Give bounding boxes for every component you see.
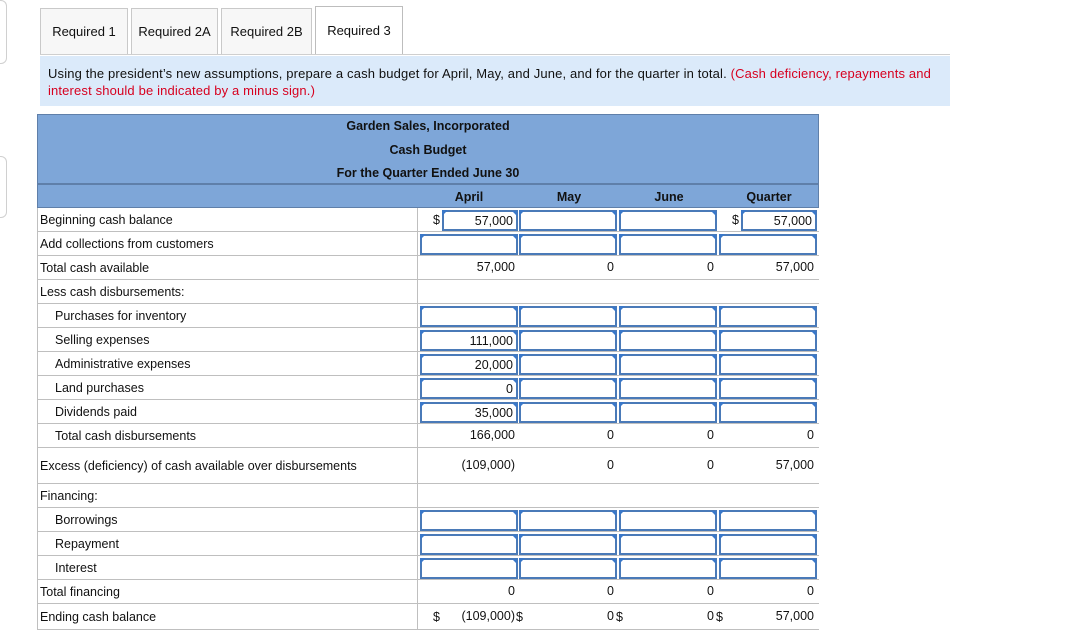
- input-marker-icon: [519, 510, 525, 516]
- input-marker-icon: [519, 378, 525, 384]
- input-cell-june[interactable]: [619, 354, 717, 375]
- row-label: Total financing: [40, 585, 120, 599]
- dollar-sign: $: [616, 610, 623, 624]
- input-marker-icon: [442, 210, 448, 216]
- budget-row-admin: [37, 352, 819, 376]
- row-label: Selling expenses: [55, 333, 150, 347]
- input-marker-icon: [619, 354, 625, 360]
- column-header-row: [37, 184, 819, 208]
- input-marker-icon: [420, 306, 426, 312]
- tab-required-1[interactable]: Required 1: [40, 8, 128, 54]
- input-cell-june[interactable]: [619, 534, 717, 555]
- company-name: Garden Sales, Incorporated: [346, 119, 510, 133]
- budget-row-total-available: [37, 256, 819, 280]
- budget-row-selling: [37, 328, 819, 352]
- budget-header: [37, 114, 819, 184]
- value-cell-may: 0: [607, 458, 614, 472]
- row-label: Beginning cash balance: [40, 213, 173, 227]
- input-marker-icon: [512, 379, 517, 384]
- input-marker-icon: [512, 331, 517, 336]
- input-marker-icon: [611, 511, 616, 516]
- input-cell-quarter[interactable]: [719, 330, 817, 351]
- input-marker-icon: [711, 331, 716, 336]
- input-cell-june[interactable]: [619, 558, 717, 579]
- input-cell-may[interactable]: [519, 306, 617, 327]
- budget-row-collections: [37, 232, 819, 256]
- instructions: [40, 56, 950, 106]
- value-cell-april: 0: [508, 584, 515, 598]
- input-marker-icon: [811, 379, 816, 384]
- input-marker-icon: [711, 235, 716, 240]
- input-cell-may[interactable]: [519, 210, 617, 231]
- input-cell-quarter[interactable]: 57,000: [741, 210, 817, 231]
- input-marker-icon: [619, 306, 625, 312]
- value-cell-may: 0: [607, 428, 614, 442]
- input-cell-june[interactable]: [619, 330, 717, 351]
- row-label: Excess (deficiency) of cash available over disbursements: [40, 459, 357, 473]
- input-marker-icon: [811, 559, 816, 564]
- budget-row-purchases: [37, 304, 819, 328]
- input-marker-icon: [519, 402, 525, 408]
- value-cell-april: (109,000): [461, 458, 515, 472]
- input-marker-icon: [619, 534, 625, 540]
- edge-mark: [0, 0, 7, 64]
- input-cell-may[interactable]: [519, 510, 617, 531]
- input-marker-icon: [811, 211, 816, 216]
- col-april: April: [454, 190, 484, 204]
- value-cell-june: 0: [707, 609, 714, 623]
- input-cell-april[interactable]: 0: [420, 378, 518, 399]
- budget-row-total-disb: [37, 424, 819, 448]
- budget-row-total-financing: [37, 580, 819, 604]
- row-label: Administrative expenses: [55, 357, 191, 371]
- input-marker-icon: [711, 379, 716, 384]
- input-marker-icon: [619, 330, 625, 336]
- value-cell-quarter: 57,000: [775, 609, 814, 623]
- budget-period: For the Quarter Ended June 30: [336, 166, 520, 180]
- tab-bar: [40, 6, 406, 54]
- input-marker-icon: [719, 330, 725, 336]
- input-cell-may[interactable]: [519, 354, 617, 375]
- budget-row-interest: [37, 556, 819, 580]
- input-marker-icon: [719, 306, 725, 312]
- input-marker-icon: [512, 535, 517, 540]
- input-marker-icon: [512, 559, 517, 564]
- input-marker-icon: [512, 355, 517, 360]
- input-marker-icon: [611, 379, 616, 384]
- input-cell-quarter[interactable]: [719, 306, 817, 327]
- col-quarter: Quarter: [746, 190, 792, 204]
- input-marker-icon: [719, 534, 725, 540]
- input-marker-icon: [719, 510, 725, 516]
- row-label: Total cash disbursements: [55, 429, 197, 443]
- input-marker-icon: [611, 331, 616, 336]
- input-cell-quarter[interactable]: [719, 354, 817, 375]
- input-marker-icon: [420, 534, 426, 540]
- value-cell-quarter: 0: [807, 584, 814, 598]
- input-cell-april[interactable]: [420, 558, 518, 579]
- col-may: May: [556, 190, 582, 204]
- input-marker-icon: [711, 307, 716, 312]
- value-cell-june: 0: [707, 260, 714, 274]
- value-cell-quarter: 57,000: [775, 260, 814, 274]
- input-marker-icon: [611, 307, 616, 312]
- value-cell-april: 57,000: [476, 260, 515, 274]
- input-marker-icon: [519, 210, 525, 216]
- input-cell-may[interactable]: [519, 534, 617, 555]
- dollar-sign: $: [716, 610, 723, 624]
- row-label: Dividends paid: [55, 405, 137, 419]
- tab-required-2b[interactable]: Required 2B: [221, 8, 312, 54]
- value-cell-april: 166,000: [469, 428, 515, 442]
- input-marker-icon: [420, 234, 426, 240]
- budget-row-excess: [37, 448, 819, 484]
- instruction-note: (Cash deficiency, repayments and interest should be indicated by a minus sign.): [48, 66, 932, 98]
- edge-mark: [0, 156, 7, 218]
- row-label: Financing:: [40, 489, 98, 503]
- value-cell-june: 0: [707, 584, 714, 598]
- input-marker-icon: [811, 331, 816, 336]
- value-cell-may: 0: [607, 584, 614, 598]
- row-label: Add collections from customers: [40, 237, 214, 251]
- budget-row-less-disb: [37, 280, 819, 304]
- input-cell-april[interactable]: 20,000: [420, 354, 518, 375]
- value-cell-june: 0: [707, 458, 714, 472]
- value-cell-may: 0: [607, 260, 614, 274]
- row-label: Borrowings: [55, 513, 118, 527]
- input-cell-may[interactable]: [519, 330, 617, 351]
- input-marker-icon: [811, 403, 816, 408]
- input-marker-icon: [512, 511, 517, 516]
- input-cell-quarter[interactable]: [719, 402, 817, 423]
- row-label: Purchases for inventory: [55, 309, 187, 323]
- input-cell-june[interactable]: [619, 306, 717, 327]
- input-marker-icon: [519, 534, 525, 540]
- row-label: Land purchases: [55, 381, 144, 395]
- budget-row-beginning: [37, 208, 819, 232]
- input-marker-icon: [420, 378, 426, 384]
- input-cell-june[interactable]: [619, 210, 717, 231]
- input-marker-icon: [811, 355, 816, 360]
- input-cell-april[interactable]: [420, 510, 518, 531]
- input-marker-icon: [512, 235, 517, 240]
- input-cell-may[interactable]: [519, 558, 617, 579]
- instruction-text: Using the president’s new assumptions, prepare a cash budget for April, May, and June, and for the quarter in total.: [48, 66, 727, 81]
- input-cell-april[interactable]: [420, 306, 518, 327]
- input-marker-icon: [811, 307, 816, 312]
- input-marker-icon: [519, 330, 525, 336]
- input-marker-icon: [420, 558, 426, 564]
- input-cell-april[interactable]: [420, 534, 518, 555]
- input-marker-icon: [711, 511, 716, 516]
- input-marker-icon: [719, 354, 725, 360]
- input-cell-april[interactable]: 111,000: [420, 330, 518, 351]
- input-marker-icon: [619, 558, 625, 564]
- budget-row-borrowings: [37, 508, 819, 532]
- input-cell-june[interactable]: [619, 510, 717, 531]
- row-label: Ending cash balance: [40, 610, 157, 624]
- input-marker-icon: [519, 234, 525, 240]
- input-marker-icon: [611, 535, 616, 540]
- input-cell-quarter[interactable]: [719, 378, 817, 399]
- input-marker-icon: [619, 378, 625, 384]
- input-marker-icon: [711, 355, 716, 360]
- input-marker-icon: [619, 510, 625, 516]
- input-marker-icon: [512, 211, 517, 216]
- input-marker-icon: [811, 535, 816, 540]
- input-marker-icon: [611, 235, 616, 240]
- tab-required-2a[interactable]: Required 2A: [131, 8, 218, 54]
- input-marker-icon: [420, 354, 426, 360]
- input-marker-icon: [719, 378, 725, 384]
- budget-row-ending: [37, 604, 819, 630]
- input-cell-june[interactable]: [619, 234, 717, 255]
- budget-title: Cash Budget: [389, 142, 467, 157]
- input-marker-icon: [711, 211, 716, 216]
- value-cell-quarter: 0: [807, 428, 814, 442]
- input-marker-icon: [741, 210, 747, 216]
- value-cell-april: (109,000): [461, 609, 515, 623]
- input-cell-quarter[interactable]: [719, 558, 817, 579]
- tab-divider: [40, 54, 950, 55]
- input-cell-quarter[interactable]: [719, 534, 817, 555]
- input-marker-icon: [420, 330, 426, 336]
- budget-row-repayment: [37, 532, 819, 556]
- budget-row-financing: [37, 484, 819, 508]
- input-marker-icon: [719, 402, 725, 408]
- input-marker-icon: [611, 355, 616, 360]
- budget-row-dividends: [37, 400, 819, 424]
- tab-required-3[interactable]: Required 3: [315, 6, 403, 54]
- dollar-sign: $: [732, 213, 739, 227]
- input-marker-icon: [719, 234, 725, 240]
- input-marker-icon: [611, 211, 616, 216]
- col-june: June: [654, 190, 684, 204]
- input-marker-icon: [519, 306, 525, 312]
- input-marker-icon: [711, 559, 716, 564]
- input-marker-icon: [811, 511, 816, 516]
- input-marker-icon: [811, 235, 816, 240]
- input-marker-icon: [711, 535, 716, 540]
- input-marker-icon: [420, 510, 426, 516]
- row-label: Less cash disbursements:: [40, 285, 185, 299]
- input-cell-june[interactable]: [619, 378, 717, 399]
- value-cell-may: 0: [607, 609, 614, 623]
- row-label: Interest: [55, 561, 97, 575]
- input-cell-june[interactable]: [619, 402, 717, 423]
- value-cell-june: 0: [707, 428, 714, 442]
- row-label: Total cash available: [40, 261, 150, 275]
- input-marker-icon: [719, 558, 725, 564]
- dollar-sign: $: [433, 610, 440, 624]
- input-marker-icon: [619, 210, 625, 216]
- input-cell-may[interactable]: [519, 402, 617, 423]
- row-label: Repayment: [55, 537, 119, 551]
- input-cell-may[interactable]: [519, 378, 617, 399]
- input-marker-icon: [619, 234, 625, 240]
- input-marker-icon: [611, 559, 616, 564]
- input-marker-icon: [519, 558, 525, 564]
- input-cell-quarter[interactable]: [719, 234, 817, 255]
- dollar-sign: $: [433, 213, 440, 227]
- input-marker-icon: [611, 403, 616, 408]
- input-cell-april[interactable]: [420, 234, 518, 255]
- input-cell-quarter[interactable]: [719, 510, 817, 531]
- dollar-sign: $: [516, 610, 523, 624]
- input-marker-icon: [619, 402, 625, 408]
- input-marker-icon: [519, 354, 525, 360]
- input-cell-april[interactable]: 35,000: [420, 402, 518, 423]
- input-marker-icon: [512, 307, 517, 312]
- budget-row-land: [37, 376, 819, 400]
- input-marker-icon: [512, 403, 517, 408]
- input-cell-may[interactable]: [519, 234, 617, 255]
- value-cell-quarter: 57,000: [775, 458, 814, 472]
- input-marker-icon: [711, 403, 716, 408]
- input-cell-april[interactable]: 57,000: [442, 210, 518, 231]
- input-marker-icon: [420, 402, 426, 408]
